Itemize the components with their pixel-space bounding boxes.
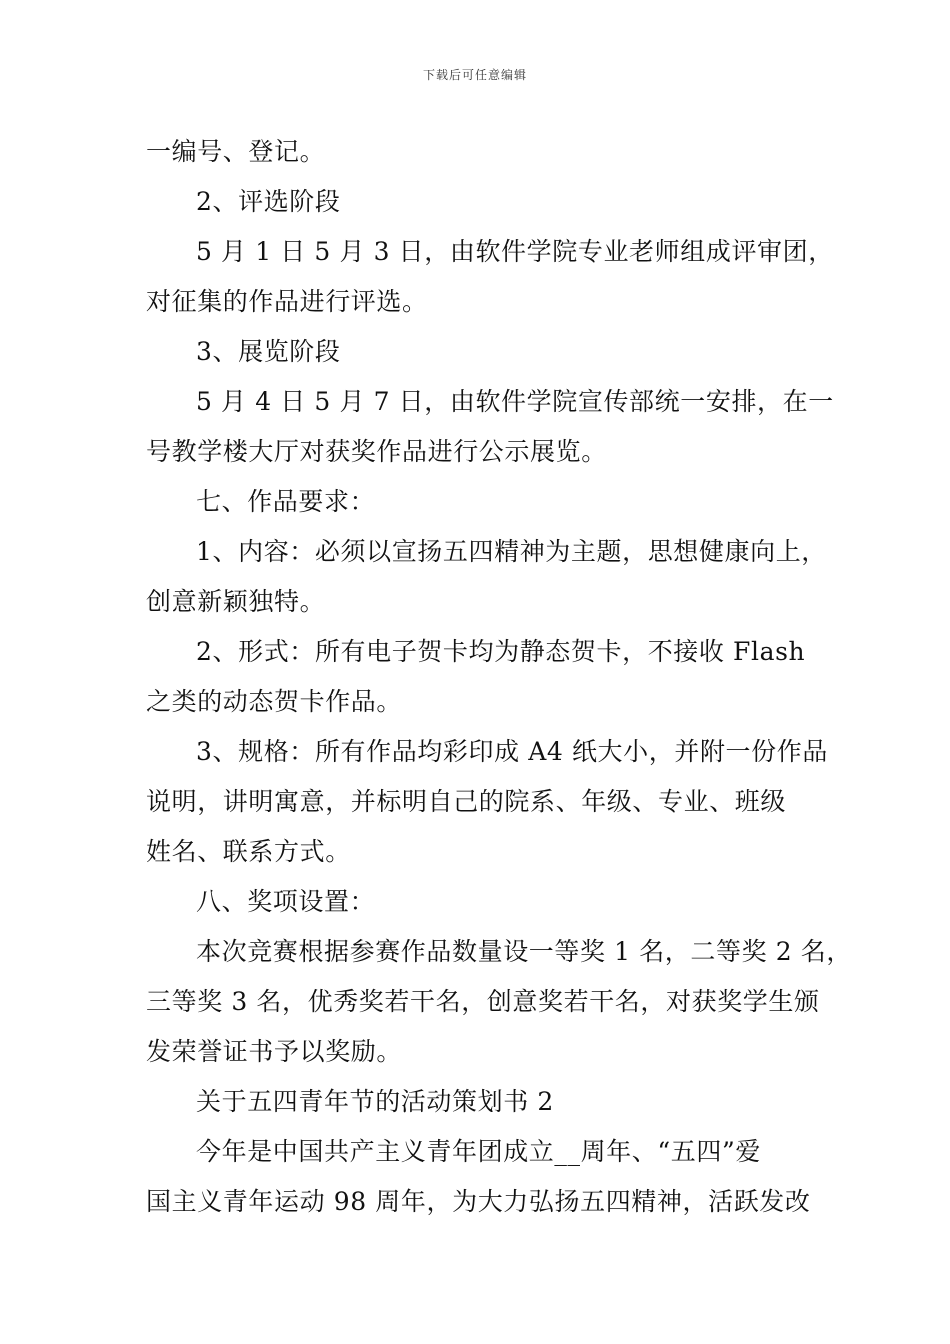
text-line: 一编号、登记。 bbox=[146, 137, 326, 166]
text-line: 国主义青年运动 98 周年，为大力弘扬五四精神，活跃发改 bbox=[146, 1187, 811, 1216]
text-line: 三等奖 3 名，优秀奖若干名，创意奖若干名，对获奖学生颁 bbox=[146, 987, 820, 1016]
text-line: 5 月 1 日 5 月 3 日，由软件学院专业老师组成评审团， bbox=[196, 237, 834, 266]
text-line: 2、评选阶段 bbox=[196, 187, 341, 216]
text-line: 姓名、联系方式。 bbox=[146, 837, 351, 866]
text-line: 对征集的作品进行评选。 bbox=[146, 287, 428, 316]
text-line: 2、形式：所有电子贺卡均为静态贺卡，不接收 Flash bbox=[196, 637, 806, 666]
text-line: 1、内容：必须以宣扬五四精神为主题，思想健康向上， bbox=[196, 537, 827, 566]
text-line: 发荣誉证书予以奖励。 bbox=[146, 1037, 403, 1066]
text-line: 创意新颖独特。 bbox=[146, 587, 326, 616]
text-line: 3、展览阶段 bbox=[196, 337, 341, 366]
text-line: 号教学楼大厅对获奖作品进行公示展览。 bbox=[146, 437, 607, 466]
text-line: 3、规格：所有作品均彩印成 A4 纸大小，并附一份作品 bbox=[196, 737, 828, 766]
text-line: 5 月 4 日 5 月 7 日，由软件学院宣传部统一安排，在一 bbox=[196, 387, 834, 416]
text-line: 之类的动态贺卡作品。 bbox=[146, 687, 403, 716]
text-line: 本次竞赛根据参赛作品数量设一等奖 1 名，二等奖 2 名， bbox=[196, 937, 853, 966]
text-line: 今年是中国共产主义青年团成立__周年、“五四”爱 bbox=[196, 1137, 761, 1166]
text-line: 说明，讲明寓意，并标明自己的院系、年级、专业、班级 bbox=[146, 787, 787, 816]
text-line: 八、奖项设置： bbox=[196, 887, 376, 916]
text-line: 关于五四青年节的活动策划书 2 bbox=[196, 1087, 554, 1116]
document-body bbox=[146, 127, 853, 1227]
text-line: 七、作品要求： bbox=[196, 487, 376, 516]
page-header-note: 下载后可任意编辑 bbox=[422, 68, 527, 82]
